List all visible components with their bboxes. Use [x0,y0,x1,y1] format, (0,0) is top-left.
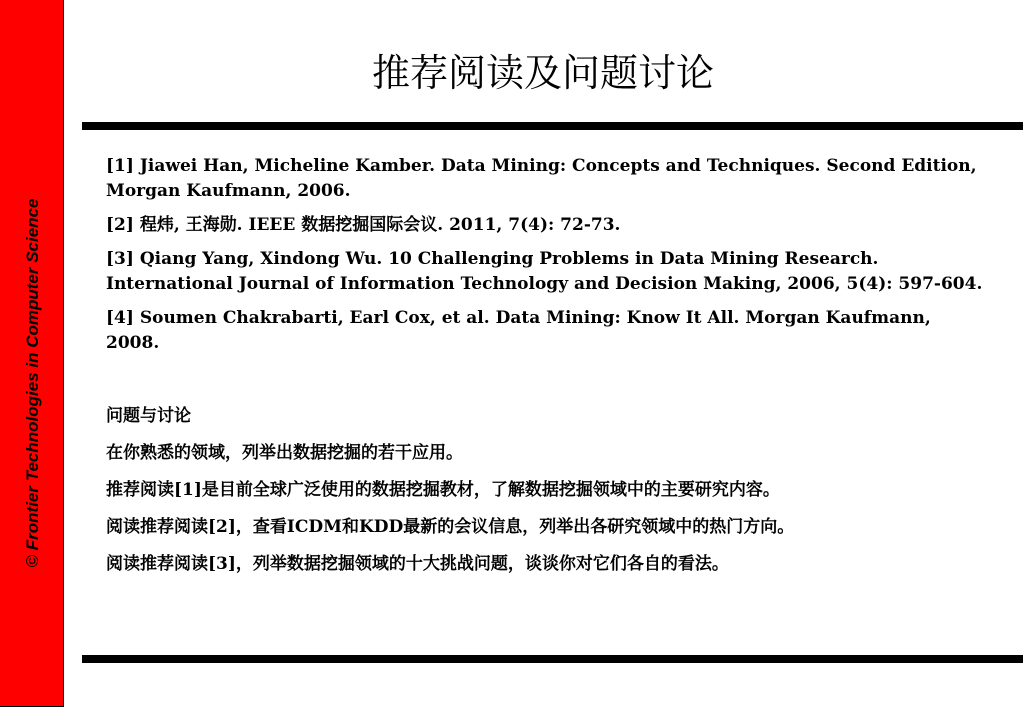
bottom-divider [82,655,1023,663]
reference-item-2: [2] 程炜, 王海勋. IEEE 数据挖掘国际会议. 2011, 7(4): 72-73. [106,215,621,235]
sidebar-banner [0,0,64,707]
page-title: 推荐阅读及问题讨论 [371,51,714,95]
discussion-section [106,404,986,577]
discussion-item-1: 在你熟悉的领域，列举出数据挖掘的若干应用。 [106,443,463,463]
reference-item-1: [1] Jiawei Han, Micheline Kamber. Data Mining: Concepts and Techniques. Second Edition, Morgan Kaufmann, 2006. [106,156,977,201]
reference-list [106,154,986,356]
reference-item-4: [4] Soumen Chakrabarti, Earl Cox, et al. Data Mining: Know It All. Morgan Kaufmann, 2008. [106,308,931,353]
discussion-item-3: 阅读推荐阅读[2]，查看ICDM和KDD最新的会议信息，列举出各研究领域中的热门方向。 [106,517,795,537]
sidebar-caption: © Frontier Technologies in Computer Science [23,198,42,568]
discussion-heading: 问题与讨论 [106,406,191,426]
slide-content [106,154,986,589]
reference-item-3: [3] Qiang Yang, Xindong Wu. 10 Challenging Problems in Data Mining Research. International Journal of Information Technology and Decision Making, 2006, 5(4): 597-604. [106,249,983,294]
discussion-item-2: 推荐阅读[1]是目前全球广泛使用的数据挖掘教材，了解数据挖掘领域中的主要研究内容。 [106,480,780,500]
discussion-item-4: 阅读推荐阅读[3]，列举数据挖掘领域的十大挑战问题，谈谈你对它们各自的看法。 [106,554,729,574]
top-divider [82,122,1023,130]
